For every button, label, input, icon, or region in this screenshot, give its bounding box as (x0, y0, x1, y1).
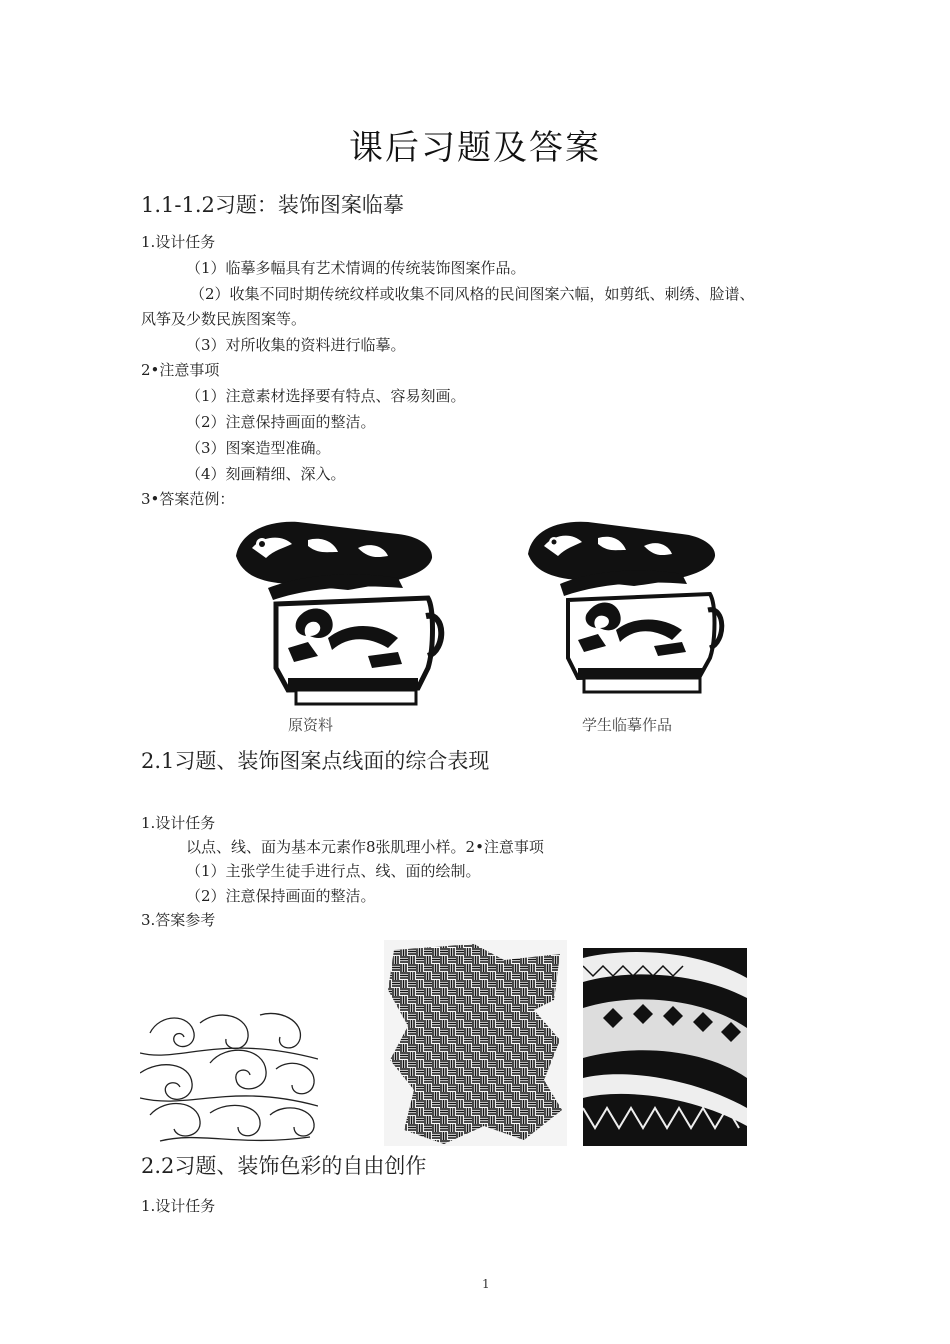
task-item-1: （1）临摹多幅具有艺术情调的传统装饰图案作品。 (186, 259, 526, 277)
note-item-3: （3）图案造型准确。 (186, 439, 331, 457)
note-item-2: （2）注意保持画面的整洁。 (186, 413, 376, 431)
note-item-1: （1）注意素材选择要有特点、容易刻画。 (186, 387, 466, 405)
notes-heading: 2•注意事项 (141, 361, 220, 379)
task-line-2: 以点、线、面为基本元素作8张肌理小样。2•注意事项 (186, 838, 544, 856)
task-heading: 1.设计任务 (141, 233, 216, 251)
note-line-2a: （1）主张学生徒手进行点、线、面的绘制。 (186, 862, 481, 880)
note-item-4: （4）刻画精细、深入。 (186, 465, 346, 483)
note-line-2b: （2）注意保持画面的整洁。 (186, 887, 376, 905)
ethnic-pattern-texture-image (583, 948, 747, 1146)
section-heading-1: 1.1-1.2习题：装饰图案临摹 (141, 193, 404, 217)
section-heading-2: 2.1习题、装饰图案点线面的综合表现 (141, 749, 490, 773)
cloud-swirl-texture-image (140, 1003, 318, 1146)
woven-lattice-texture-image (384, 940, 567, 1146)
task-item-2: （2）收集不同时期传统纹样或收集不同风格的民间图案六幅，如剪纸、刺绣、脸谱、 (190, 285, 755, 303)
section-heading-3: 2.2习题、装饰色彩的自由创作 (141, 1154, 427, 1178)
reference-heading: 3.答案参考 (141, 911, 216, 929)
original-vessel-image (228, 518, 446, 708)
example-heading: 3•答案范例： (141, 490, 235, 508)
document-title: 课后习题及答案 (349, 128, 601, 168)
student-copy-image (522, 518, 727, 696)
task-item-2-cont: 风筝及少数民族图案等。 (141, 310, 307, 328)
task-item-3: （3）对所收集的资料进行临摹。 (186, 336, 406, 354)
page-number: 1 (482, 1277, 490, 1291)
caption-student-copy: 学生临摹作品 (582, 716, 673, 734)
task-heading-3: 1.设计任务 (141, 1197, 216, 1215)
caption-original: 原资料 (288, 716, 334, 734)
task-heading-2: 1.设计任务 (141, 814, 216, 832)
